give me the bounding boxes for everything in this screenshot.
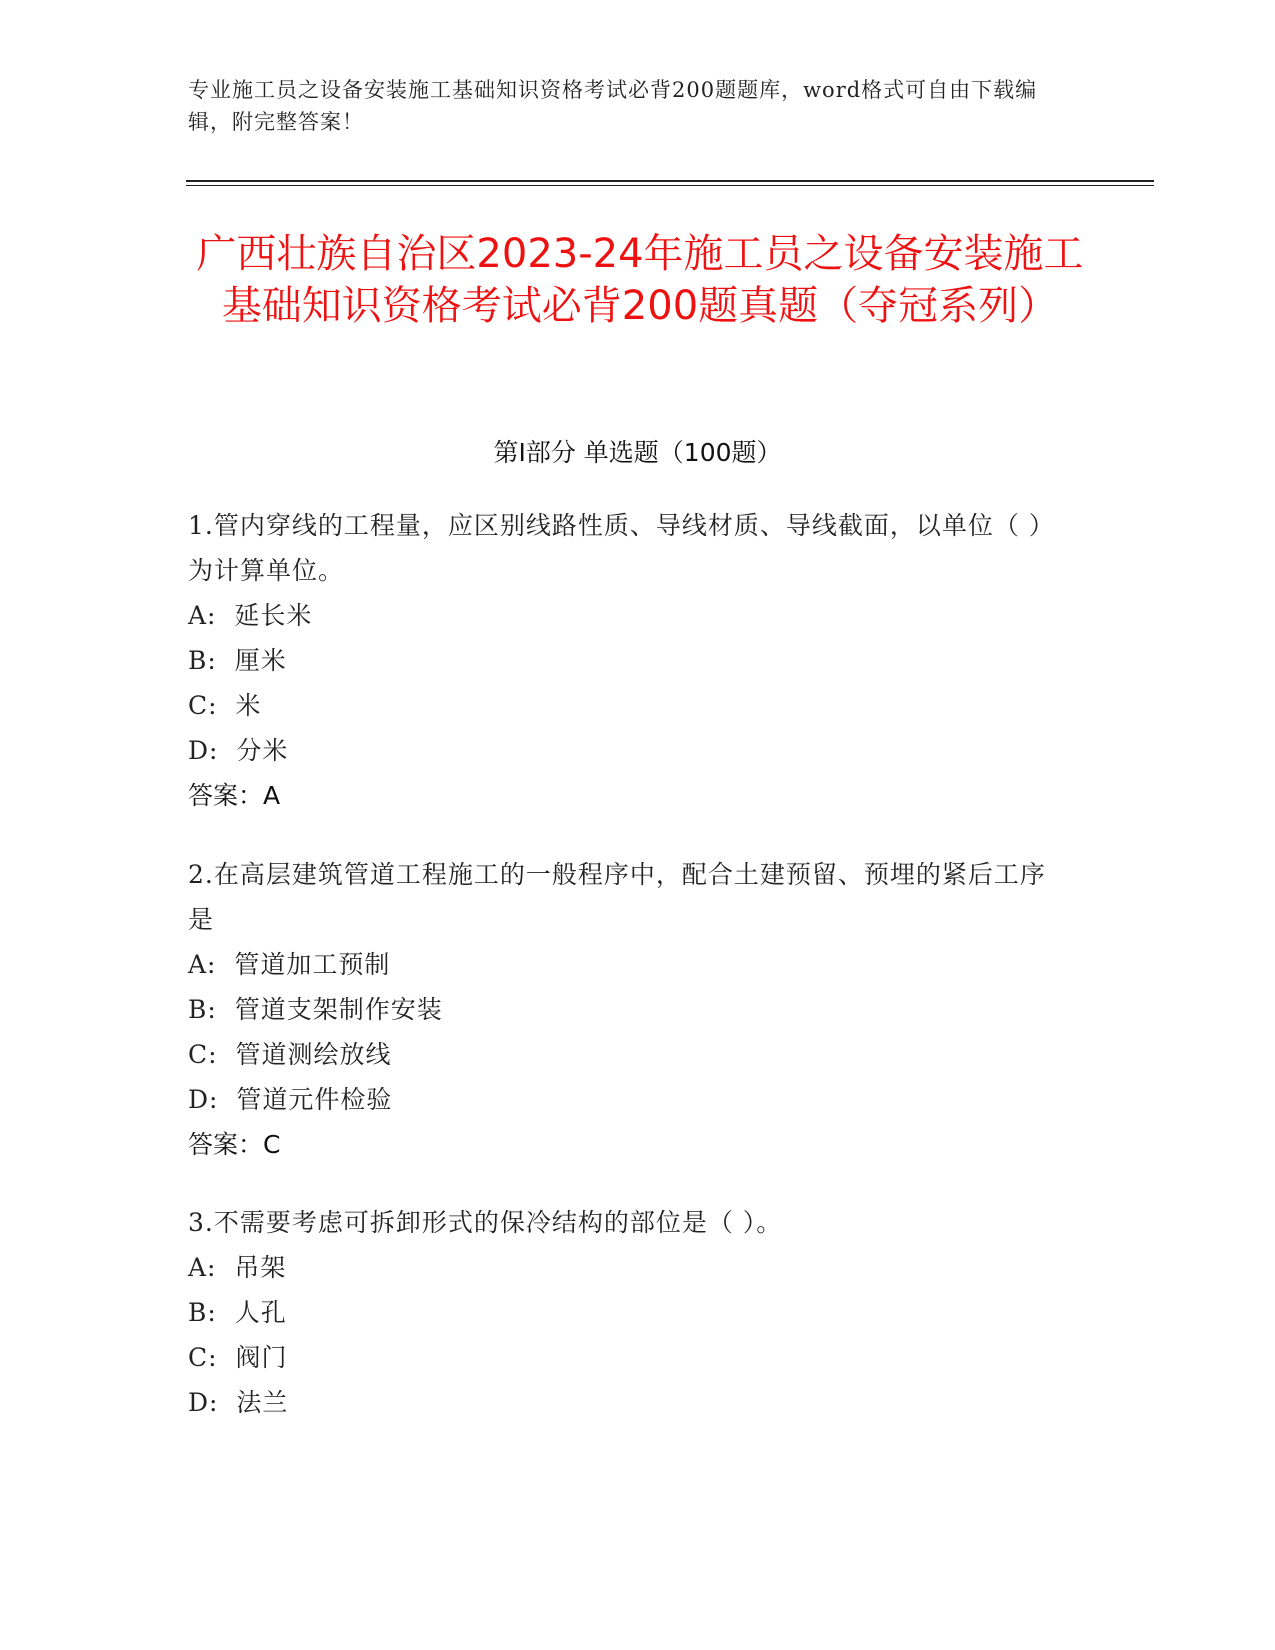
option-d: D: 分米 — [188, 736, 289, 765]
question-1 — [188, 503, 1068, 818]
question-stem: 3.不需要考虑可拆卸形式的保冷结构的部位是（ ）。 — [188, 1208, 783, 1237]
option-b: B: 人孔 — [188, 1298, 287, 1327]
answer: 答案：C — [188, 1130, 281, 1159]
section-title: 第Ⅰ部分 单选题（100题） — [493, 438, 782, 467]
answer: 答案：A — [188, 781, 281, 810]
header-rule-thick — [186, 180, 1154, 182]
option-d: D: 管道元件检验 — [188, 1085, 393, 1114]
question-3 — [188, 1200, 1068, 1425]
option-c: C: 米 — [188, 691, 262, 720]
option-a: A: 管道加工预制 — [188, 950, 391, 979]
question-2 — [188, 852, 1068, 1167]
option-d: D: 法兰 — [188, 1388, 289, 1417]
header-note: 专业施工员之设备安装施工基础知识资格考试必背200题题库，word格式可自由下载编辑，附完整答案！ — [188, 78, 1038, 134]
header-rule-thin — [186, 185, 1154, 186]
option-b: B: 厘米 — [188, 646, 287, 675]
option-c: C: 阀门 — [188, 1343, 288, 1372]
question-stem: 2.在高层建筑管道工程施工的一般程序中，配合土建预留、预埋的紧后工序是 — [188, 860, 1046, 934]
option-a: A: 吊架 — [188, 1253, 287, 1282]
question-stem: 1.管内穿线的工程量，应区别线路性质、导线材质、导线截面，以单位（ ）为计算单位。 — [188, 511, 1055, 585]
document-title: 广西壮族自治区2023-24年施工员之设备安装施工基础知识资格考试必背200题真题（夺冠系列） — [196, 231, 1084, 329]
option-b: B: 管道支架制作安装 — [188, 995, 443, 1024]
option-c: C: 管道测绘放线 — [188, 1040, 392, 1069]
option-a: A: 延长米 — [188, 601, 313, 630]
